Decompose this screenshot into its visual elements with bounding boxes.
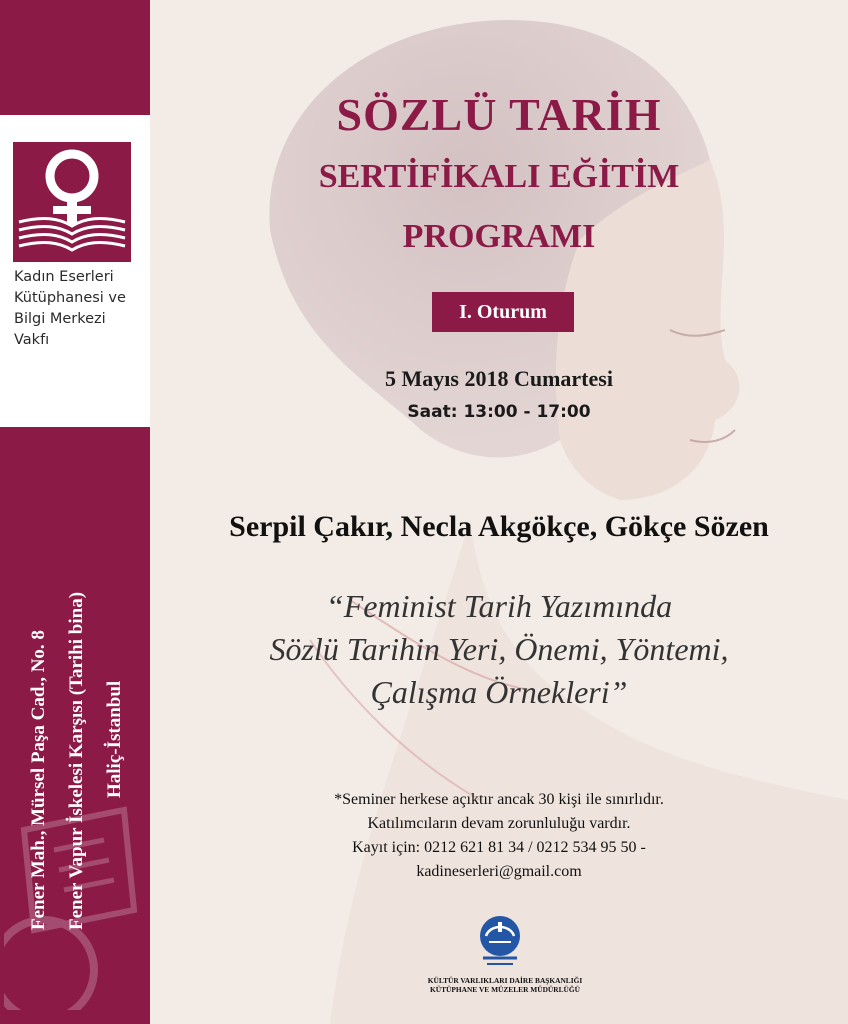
footer-directorate: KÜTÜPHANE VE MÜZELER MÜDÜRLÜĞÜ	[430, 985, 580, 994]
sidebar	[0, 0, 150, 1024]
page-subtitle: PROGRAMI	[402, 218, 596, 255]
organization-line: Bilgi Merkezi	[14, 311, 106, 327]
decorative-emblem-watermark	[4, 790, 144, 1010]
topic-line: Çalışma Örnekleri”	[370, 674, 628, 710]
event-time: Saat: 13:00 - 17:00	[407, 402, 591, 422]
email-link[interactable]: kadineserleri@gmail.com	[416, 863, 582, 880]
ibb-emblem-icon	[473, 912, 527, 972]
speakers: Serpil Çakır, Necla Akgökçe, Gökçe Sözen	[229, 510, 769, 543]
page-title: SÖZLÜ TARİH	[336, 89, 662, 140]
note-line: Katılımcıların devam zorunluluğu vardır.	[367, 815, 631, 832]
address-line: Fener Vapur İskelesi Karşısı (Tarihi bina)	[66, 591, 87, 930]
registration-notes	[150, 788, 848, 884]
logo-panel	[0, 115, 150, 427]
sidebar-top-band	[0, 0, 150, 115]
organization-line: Vakfı	[14, 332, 50, 348]
address-line: Fener Mah., Mürsel Paşa Cad., No. 8	[28, 630, 49, 930]
topic-line: Sözlü Tarihin Yeri, Önemi, Yöntemi,	[269, 631, 729, 667]
session-badge: I. Oturum	[432, 292, 574, 332]
footer-department: KÜLTÜR VARLIKLARI DAİRE BAŞKANLIĞI	[427, 976, 583, 985]
event-date: 5 Mayıs 2018 Cumartesi	[385, 366, 613, 391]
note-line: Kayıt için: 0212 621 81 34 / 0212 534 95 50 -	[352, 839, 646, 856]
address-line: Haliç-İstanbul	[104, 680, 125, 798]
venus-book-icon	[13, 142, 131, 262]
organization-name	[14, 267, 146, 351]
note-line: *Seminer herkese açıktır ancak 30 kişi ile sınırlıdır.	[334, 791, 664, 808]
topic-line: “Feminist Tarih Yazımında	[325, 588, 673, 624]
organization-line: Kadın Eserleri	[14, 269, 114, 285]
topic-quote	[150, 585, 848, 714]
page-subtitle: SERTİFİKALI EĞİTİM	[318, 158, 680, 195]
organization-line: Kütüphanesi ve	[14, 290, 126, 306]
